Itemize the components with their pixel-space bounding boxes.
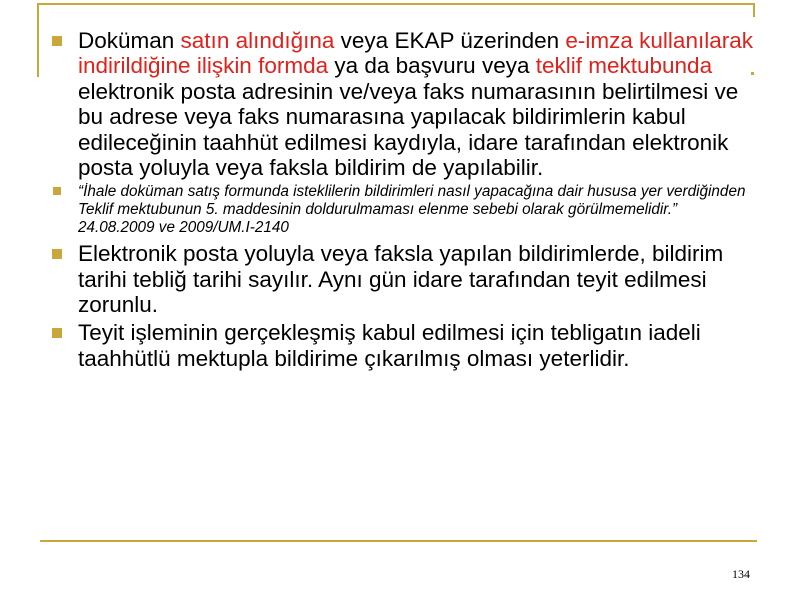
- page-number: 134: [732, 567, 750, 581]
- slide-body: [48, 28, 756, 374]
- bullet-item-notification-date: [48, 241, 756, 317]
- bottom-rule: [40, 540, 757, 542]
- text-segment: elektronik posta adresinin ve/veya faks numarasının belirtilmesi ve bu adrese veya faks numarasına yapılacak bildirimlerin kabul edileceğinin taahhüt edilmesi kaydıyla, idare tarafından elektronik posta yoluyla veya faksla bildirim de yapılabilir.: [78, 78, 739, 181]
- square-bullet-icon: [52, 36, 62, 46]
- text-segment: veya EKAP üzerinden: [334, 28, 566, 53]
- bullet-item-confirmation: [48, 320, 756, 371]
- text-segment: ya da başvuru veya: [328, 53, 536, 79]
- bullet-item-board-decision-quote: [48, 183, 756, 236]
- square-bullet-icon: [52, 249, 62, 259]
- bullet-text: Teyit işleminin gerçekleşmiş kabul edilmesi için tebligatın iadeli taahhütlü mektupla bildirime çıkarılmış olması yeterlidir.: [78, 320, 701, 371]
- highlighted-phrase: e-imza kullanılarak indirildiğine ilişkin formda: [78, 28, 753, 79]
- highlighted-phrase: teklif mektubunda: [535, 53, 713, 79]
- top-rule: [37, 3, 755, 5]
- bullet-text: [78, 28, 753, 180]
- bullet-item-notification-methods: [48, 28, 756, 180]
- left-rule: [37, 3, 39, 77]
- square-bullet-icon: [53, 187, 61, 195]
- bullet-text: “İhale doküman satış formunda isteklilerin bildirimleri nasıl yapacağına dair hususa yer verdiğinden Teklif mektubunun 5. maddesinin doldurulmaması elenme sebebi olarak görülmemelidir.” 24.08.2009 ve 2009/UM.I-2140: [78, 183, 746, 236]
- text-segment: Doküman: [78, 28, 181, 53]
- right-rule: [753, 3, 755, 17]
- highlighted-phrase: satın alındığına: [180, 28, 335, 53]
- bullet-text: Elektronik posta yoluyla veya faksla yapılan bildirimlerde, bildirim tarihi tebliğ tarihi sayılır. Aynı gün idare tarafından teyit edilmesi zorunlu.: [78, 241, 724, 318]
- square-bullet-icon: [52, 328, 62, 338]
